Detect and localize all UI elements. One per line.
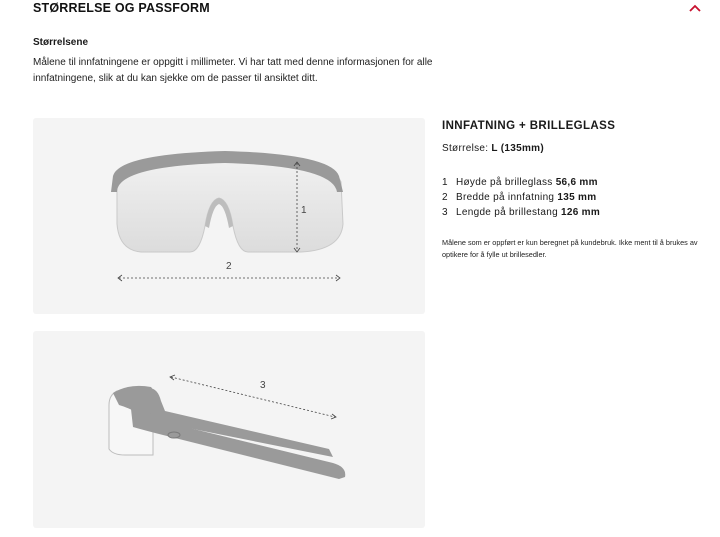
measure-value: 56,6 mm bbox=[555, 177, 598, 188]
front-view-diagram bbox=[33, 118, 425, 314]
measure-value: 135 mm bbox=[557, 192, 597, 203]
measure-label: Lengde på brillestang bbox=[456, 207, 562, 218]
measure-number: 3 bbox=[442, 207, 448, 218]
dimension-label-3: 3 bbox=[260, 380, 266, 391]
sizes-intro: Målene til innfatningene er oppgitt i millimeter. Vi har tatt med denne informasjonen for alle innfatningene, slik at du kan sjekke om de passer til ansiktet ditt. bbox=[33, 57, 433, 84]
measure-label: Bredde på innfatning bbox=[456, 192, 558, 203]
size-line bbox=[442, 143, 544, 154]
chevron-up-icon[interactable] bbox=[688, 3, 702, 13]
front-view-panel bbox=[33, 118, 425, 314]
side-view-panel bbox=[33, 331, 425, 528]
list-item bbox=[442, 175, 600, 190]
measure-label: Høyde på brilleglass bbox=[456, 177, 556, 188]
measure-value: 126 mm bbox=[561, 207, 601, 218]
section-title: STØRRELSE OG PASSFORM bbox=[33, 1, 210, 15]
glasses-front-icon bbox=[111, 151, 343, 252]
length-dimension-line bbox=[171, 377, 335, 417]
measurements-list bbox=[442, 175, 600, 220]
measurement-disclaimer: Målene som er oppført er kun beregnet på kundebruk. Ikke ment til å brukes av optikere for å fylle ut brillesedler. bbox=[442, 238, 698, 259]
size-label: Størrelse: bbox=[442, 143, 492, 154]
sizes-subtitle: Størrelsene bbox=[33, 37, 89, 48]
dimension-label-1: 1 bbox=[301, 205, 307, 216]
size-value: L (135mm) bbox=[491, 143, 544, 154]
list-item bbox=[442, 190, 600, 205]
list-item bbox=[442, 205, 600, 220]
measure-number: 1 bbox=[442, 177, 448, 188]
side-view-diagram bbox=[33, 331, 425, 528]
measure-number: 2 bbox=[442, 192, 448, 203]
dimension-label-2: 2 bbox=[226, 261, 232, 272]
frame-lens-title: INNFATNING + BRILLEGLASS bbox=[442, 120, 616, 132]
glasses-side-icon bbox=[109, 386, 345, 479]
